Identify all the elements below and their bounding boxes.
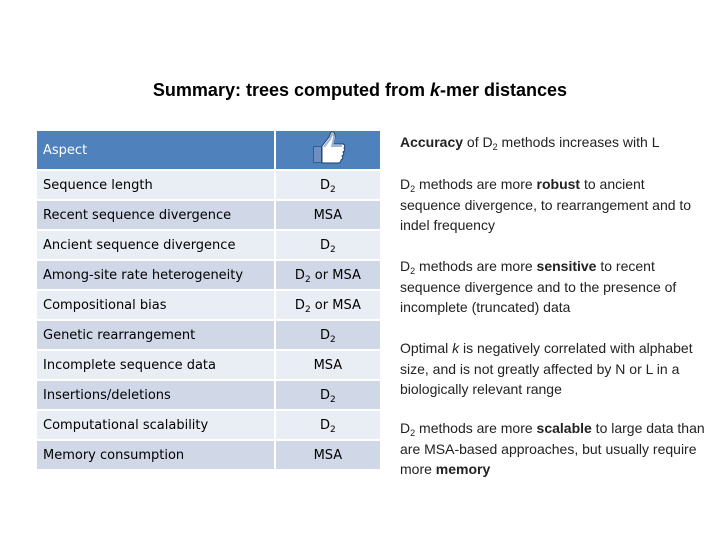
bold-text: sensitive bbox=[536, 258, 597, 274]
subscript: 2 bbox=[330, 394, 336, 405]
method-cell bbox=[274, 411, 380, 441]
method-cell bbox=[274, 171, 380, 201]
note-paragraph bbox=[400, 174, 705, 236]
text-run: methods increases with L bbox=[497, 134, 660, 150]
title-text: Summary: trees computed from bbox=[152, 80, 430, 100]
aspect-cell: Recent sequence divergence bbox=[37, 201, 274, 231]
text-run: to large data than are MSA-based approaches, but usually require more bbox=[400, 420, 705, 477]
table-row bbox=[37, 381, 380, 411]
table-row bbox=[37, 201, 380, 231]
method-cell bbox=[274, 381, 380, 411]
bold-text: memory bbox=[435, 461, 491, 477]
bold-text: robust bbox=[536, 176, 581, 192]
table-row bbox=[37, 231, 380, 261]
subscript: 2 bbox=[304, 304, 311, 315]
aspect-cell: Among-site rate heterogeneity bbox=[37, 261, 274, 291]
text-run: D bbox=[400, 420, 411, 436]
note-paragraph bbox=[400, 338, 705, 400]
bold-text: Accuracy bbox=[400, 134, 464, 150]
thumbs-up-icon bbox=[308, 131, 348, 169]
method-cell bbox=[274, 261, 380, 291]
method-cell bbox=[274, 201, 380, 231]
header-icon-cell bbox=[274, 131, 380, 171]
text-run: or MSA bbox=[310, 297, 361, 313]
text-run: methods are more bbox=[415, 420, 537, 436]
subscript: 2 bbox=[410, 266, 416, 276]
text-run: methods are more bbox=[415, 258, 537, 274]
subscript: 2 bbox=[330, 334, 336, 345]
text-run: D bbox=[400, 258, 411, 274]
table-row bbox=[37, 441, 380, 471]
table-header-row bbox=[37, 131, 380, 171]
note-paragraph bbox=[400, 418, 705, 480]
text-run: D bbox=[320, 327, 331, 343]
text-run: of D bbox=[463, 134, 493, 150]
subscript: 2 bbox=[410, 428, 416, 438]
text-run: D bbox=[320, 387, 331, 403]
text-run: D bbox=[320, 417, 331, 433]
method-cell bbox=[274, 351, 380, 381]
text-run: D bbox=[320, 177, 331, 193]
text-run: D bbox=[320, 237, 331, 253]
method-cell bbox=[274, 291, 380, 321]
table-row bbox=[37, 321, 380, 351]
header-aspect: Aspect bbox=[37, 131, 274, 171]
table-row bbox=[37, 261, 380, 291]
title-italic-k: k bbox=[430, 80, 441, 100]
subscript: 2 bbox=[330, 424, 336, 435]
comparison-table bbox=[37, 131, 380, 471]
subscript: 2 bbox=[330, 184, 336, 195]
aspect-cell: Compositional bias bbox=[37, 291, 274, 321]
aspect-cell: Ancient sequence divergence bbox=[37, 231, 274, 261]
subscript: 2 bbox=[410, 184, 416, 194]
text-run: or MSA bbox=[310, 267, 361, 283]
table-row bbox=[37, 351, 380, 381]
italic-text: k bbox=[452, 340, 460, 356]
method-cell bbox=[274, 231, 380, 261]
aspect-cell: Genetic rearrangement bbox=[37, 321, 274, 351]
subscript: 2 bbox=[330, 244, 336, 255]
text-run: methods are more bbox=[415, 176, 537, 192]
table-row bbox=[37, 171, 380, 201]
text-run: MSA bbox=[313, 357, 343, 373]
table-row bbox=[37, 291, 380, 321]
text-run: to recent sequence divergence and to the presence of incomplete (truncated) data bbox=[400, 258, 677, 315]
subscript: 2 bbox=[304, 274, 311, 285]
slide-title bbox=[0, 80, 720, 101]
aspect-cell: Sequence length bbox=[37, 171, 274, 201]
method-cell bbox=[274, 441, 380, 471]
method-cell bbox=[274, 321, 380, 351]
text-run: Optimal bbox=[400, 340, 453, 356]
text-run: MSA bbox=[313, 447, 343, 463]
text-run: is negatively correlated with alphabet size, and is not greatly affected by N or L in a biologically relevant range bbox=[400, 340, 693, 397]
text-run: D bbox=[400, 176, 411, 192]
note-paragraph bbox=[400, 256, 705, 318]
aspect-cell: Insertions/deletions bbox=[37, 381, 274, 411]
text-run: to ancient sequence divergence, to rearrangement and to indel frequency bbox=[400, 176, 692, 233]
aspect-cell: Computational scalability bbox=[37, 411, 274, 441]
aspect-cell: Incomplete sequence data bbox=[37, 351, 274, 381]
text-run: MSA bbox=[313, 207, 343, 223]
text-run: D bbox=[294, 267, 305, 283]
bold-text: scalable bbox=[536, 420, 592, 436]
subscript: 2 bbox=[492, 142, 498, 152]
note-paragraph bbox=[400, 132, 705, 153]
text-run: D bbox=[294, 297, 305, 313]
table-row bbox=[37, 411, 380, 441]
aspect-cell: Memory consumption bbox=[37, 441, 274, 471]
title-text-suffix: -mer distances bbox=[440, 80, 568, 100]
